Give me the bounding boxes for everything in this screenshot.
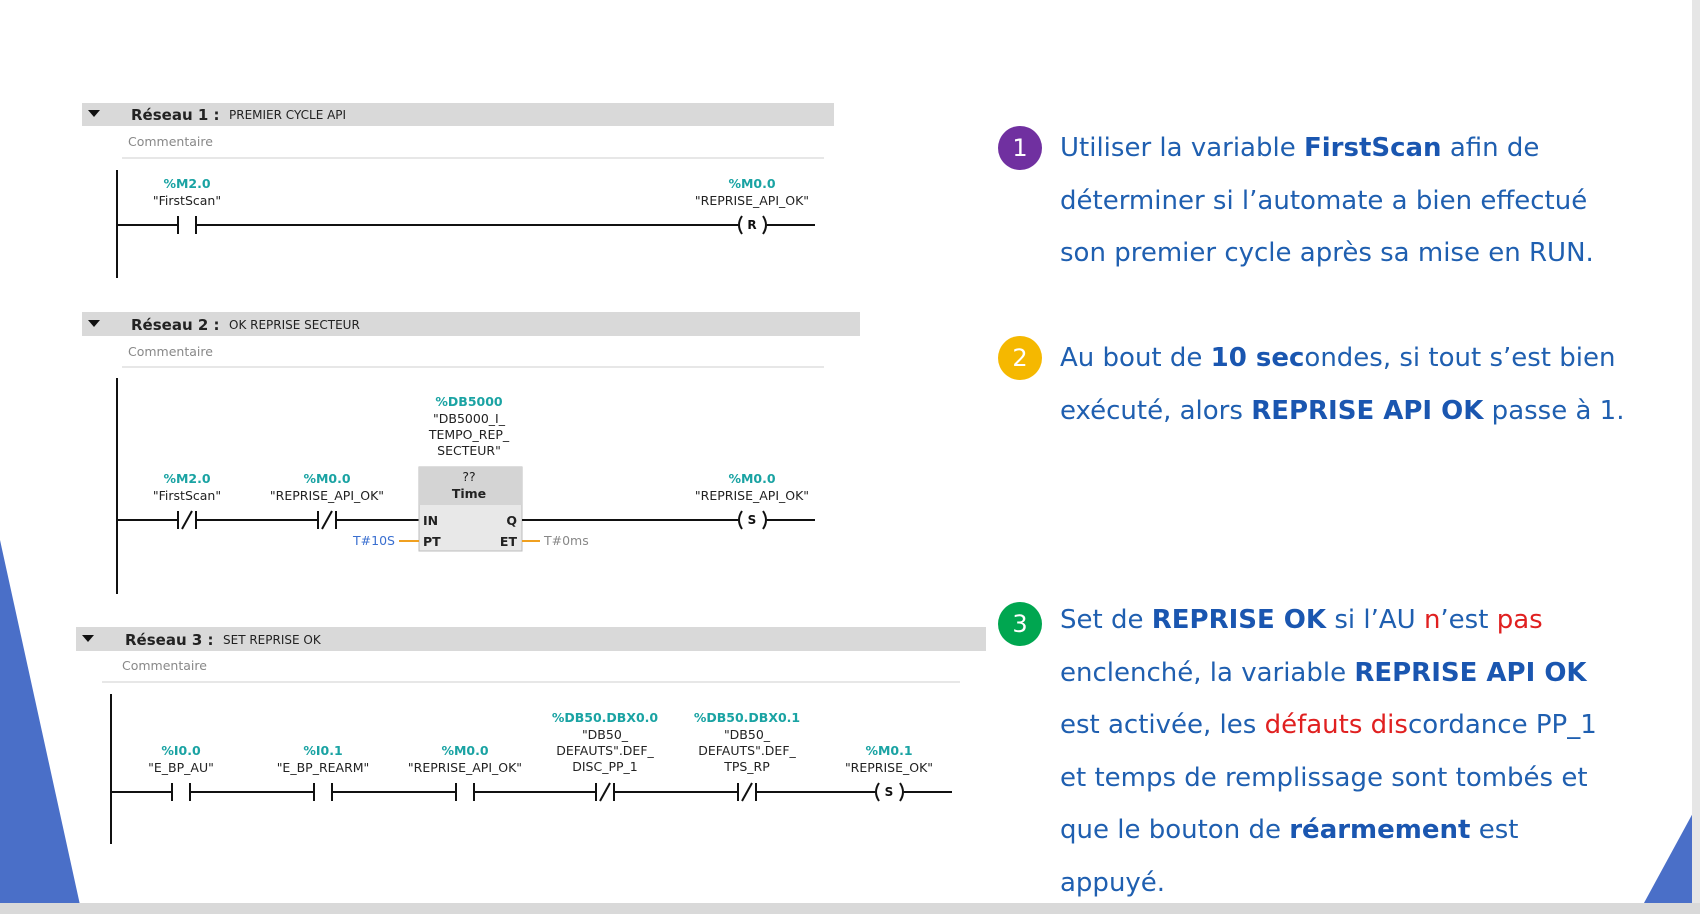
network-1-title: PREMIER CYCLE API: [229, 108, 347, 122]
reset-coil-letter: R: [747, 218, 757, 232]
contact-symbol-line-2: DEFAUTS".DEF_: [556, 743, 654, 758]
note-text-segment: est activée, les: [1060, 710, 1265, 740]
contact-symbol-line-3: TPS_RP: [724, 759, 770, 774]
negation-slash: [742, 783, 752, 801]
timer-pin-pt: PT: [423, 534, 441, 549]
right-edge-bar: [1692, 0, 1700, 914]
note-text-segment: n: [1423, 605, 1441, 635]
contact-symbol: "REPRISE_API_OK": [407, 760, 523, 775]
step-3-note: [1060, 594, 1630, 909]
step-2-note: [1060, 332, 1630, 437]
network-3: [76, 627, 986, 844]
contact-address: %M2.0: [163, 176, 211, 191]
timer-db-symbol-line-2: TEMPO_REP_: [428, 427, 510, 442]
step-3-badge: 3: [998, 602, 1042, 646]
note-text-segment: passe à 1.: [1483, 395, 1625, 426]
contact-symbol-line-2: DEFAUTS".DEF_: [698, 743, 796, 758]
network-1-label: Réseau 1 :: [131, 106, 220, 124]
note-text-segment: 10 sec: [1210, 343, 1305, 373]
note-text-segment: est appuyé.: [1060, 815, 1519, 898]
negation-slash: [182, 511, 192, 529]
contact-symbol: "FirstScan": [152, 193, 222, 208]
coil-address: %M0.0: [728, 471, 776, 486]
network-2-title: OK REPRISE SECTEUR: [229, 318, 360, 332]
coil-symbol: "REPRISE_API_OK": [694, 193, 810, 208]
note-text-segment: enclenché, la variable: [1060, 657, 1355, 688]
contact-symbol: "E_BP_AU": [148, 760, 214, 775]
timer-pin-q: Q: [506, 513, 517, 528]
set-coil-letter: S: [747, 513, 757, 527]
coil-address: %M0.1: [865, 743, 913, 758]
coil-symbol: "REPRISE_API_OK": [694, 488, 810, 503]
timer-type: ??: [462, 469, 476, 484]
coil-right-arc: [763, 511, 766, 529]
contact-address: %M2.0: [163, 471, 211, 486]
timer-pin-et: ET: [499, 534, 517, 549]
contact-symbol-line-1: "DB50_: [723, 727, 771, 742]
note-text-segment: REPRISE API OK: [1354, 657, 1587, 688]
note-text-segment: FirstScan: [1303, 133, 1442, 163]
note-text-segment: pas: [1496, 605, 1543, 635]
network-3-comment[interactable]: Commentaire: [122, 658, 207, 673]
negation-slash: [600, 783, 610, 801]
network-2-comment[interactable]: Commentaire: [128, 344, 213, 359]
network-2: [82, 312, 860, 594]
contact-symbol-line-1: "DB50_: [581, 727, 629, 742]
step-1-note: [1060, 122, 1630, 280]
contact-address: %I0.1: [303, 743, 343, 758]
negation-slash: [322, 511, 332, 529]
contact-address: %M0.0: [303, 471, 351, 486]
network-2-label: Réseau 2 :: [131, 316, 220, 334]
note-text-segment: Utiliser la variable: [1060, 133, 1304, 163]
note-text-segment: ondes, si tout s’est bien exécuté, alors: [1060, 343, 1616, 426]
note-text-segment: REPRISE OK: [1151, 605, 1327, 635]
contact-address: %DB50.DBX0.1: [693, 710, 801, 725]
note-text-segment: REPRISE API OK: [1251, 395, 1484, 426]
network-1-comment[interactable]: Commentaire: [128, 134, 213, 149]
note-text-segment: si l’AU: [1326, 605, 1424, 635]
timer-pin-in: IN: [423, 513, 439, 528]
contact-address: %M0.0: [441, 743, 489, 758]
coil-address: %M0.0: [728, 176, 776, 191]
contact-symbol: "REPRISE_API_OK": [269, 488, 385, 503]
explanations-panel: [990, 0, 1690, 914]
note-text-segment: défauts dis: [1264, 710, 1408, 740]
step-2-badge: 2: [998, 336, 1042, 380]
timer-pt-value[interactable]: T#10S: [353, 533, 395, 548]
timer-db-symbol-line-3: SECTEUR": [437, 443, 501, 458]
set-coil-letter: S: [884, 785, 894, 799]
timer-db-symbol-line-1: "DB5000_I_: [433, 411, 505, 426]
timer-et-value: T#0ms: [544, 533, 589, 548]
contact-symbol: "E_BP_REARM": [276, 760, 370, 775]
note-text-segment: Set de: [1060, 605, 1152, 635]
timer-db-address: %DB5000: [435, 394, 503, 409]
coil-right-arc: [763, 216, 766, 234]
coil-symbol: "REPRISE_OK": [844, 760, 934, 775]
contact-address: %I0.0: [161, 743, 201, 758]
network-3-title: SET REPRISE OK: [223, 633, 321, 647]
coil-left-arc: [739, 511, 742, 529]
coil-right-arc: [900, 783, 903, 801]
note-text-segment: cordance PP_1 et temps de remplissage sont tombés et que le bouton de: [1060, 710, 1597, 845]
note-text-segment: Au bout de: [1060, 343, 1211, 373]
note-text-segment: réarmement: [1289, 815, 1471, 845]
network-1: [82, 103, 834, 278]
contact-address: %DB50.DBX0.0: [551, 710, 659, 725]
note-text-segment: ’est: [1440, 605, 1497, 635]
timer-time-label: Time: [451, 486, 487, 501]
coil-left-arc: [876, 783, 879, 801]
contact-symbol: "FirstScan": [152, 488, 222, 503]
contact-symbol-line-3: DISC_PP_1: [572, 759, 638, 774]
step-1-badge: 1: [998, 126, 1042, 170]
note-text-segment: afin de déterminer si l’automate a bien effectué son premier cycle après sa mise en RUN.: [1060, 133, 1594, 268]
network-3-label: Réseau 3 :: [125, 631, 214, 649]
coil-left-arc: [739, 216, 742, 234]
